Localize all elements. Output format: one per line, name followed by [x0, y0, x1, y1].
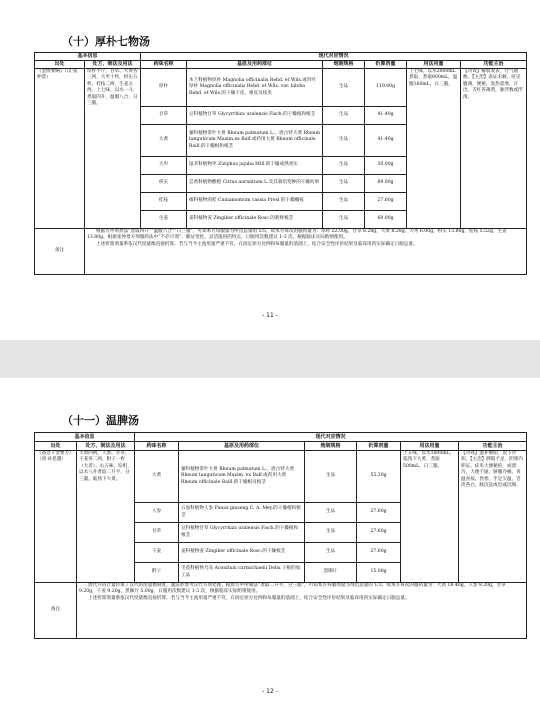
herb-processing: 生品 — [323, 211, 365, 229]
col-header: 出处 — [35, 442, 77, 451]
col-header: 功能主治 — [461, 61, 527, 69]
herb-processing: 生品 — [305, 523, 357, 543]
col-header: 用法用量 — [401, 442, 459, 451]
page-gap — [0, 340, 540, 378]
col-header: 药味名称 — [141, 61, 187, 69]
herb-origin: 樟科植物肉桂 Cinnamomum cassia Presl 的干燥嫩枝 — [187, 193, 323, 211]
herb-name: 大枣 — [141, 157, 187, 175]
col-header: 折算剂量 — [357, 442, 401, 451]
function-cell: 【功效】解肌发表，行气通便。【主治】表证未解，症见腹满，便秘，发热恶寒，汗出，舌红苔薄黄，脉浮数或浮滑。 — [461, 69, 527, 229]
herb-processing: 生品 — [323, 69, 365, 107]
herb-processing: 生品 — [305, 543, 357, 563]
remark-paragraph: 上述折算剂量系依汉代度量衡直接折算，若与当今主流用量严重不符，在固定原方比例和每服量的基础上，结合安全性评价结果及临床用药实际确定日服总量。 — [96, 241, 418, 247]
herb-processing: 生品 — [323, 107, 365, 125]
col-header: 折算剂量 — [365, 61, 407, 69]
page-11 — [0, 0, 540, 340]
herb-dose: 27.60g — [365, 193, 407, 211]
page-number: - 12 - — [262, 688, 278, 695]
herb-name: 人参 — [135, 503, 179, 523]
herb-dose: 15.00g — [357, 563, 401, 583]
herb-dose: 110.00g — [365, 69, 407, 107]
herb-processing: 生品 — [323, 175, 365, 193]
herb-dose: 69.00g — [365, 175, 407, 193]
herb-name: 大黄 — [141, 125, 187, 157]
col-header: 炮制规格 — [305, 442, 357, 451]
herb-origin: 蓼科植物掌叶大黄 Rheum palmatum L.、唐古特大黄 Rheum tanguticum Maxim. ex Balf.或药用大黄 Rheum officinale Baill.的干燥根及根茎 — [179, 451, 305, 503]
herb-name: 枳实 — [141, 175, 187, 193]
page-12 — [0, 378, 540, 720]
herb-name: 干姜 — [135, 543, 179, 563]
usage-cell: 上五味，以水1600mL，临熟下大黄，煮取500mL，日三服。 — [401, 451, 459, 583]
col-header: 药味名称 — [135, 442, 179, 451]
formula-title: （十一）温脾汤 — [62, 414, 139, 427]
remark-cell — [85, 229, 527, 275]
function-cell: 【功效】温补脾阳，攻下冷积。【主治】脾阳不足，阴寒内积证。症见大便秘结，或泄泻，大便不通，脐腹冷痛，喜温喜按，畏寒，手足欠温，舌淡苔白，脉沉弦或迟或沉细。 — [459, 451, 527, 583]
herb-name: 附子 — [135, 563, 179, 583]
remark-label: 备注 — [35, 583, 77, 639]
source-cell: 《金匮要略》（汉·张仲景） — [35, 69, 85, 229]
col-header: 处方、制法及用法 — [77, 442, 135, 451]
herb-origin: 鼠李科植物枣 Ziziphus jujuba Mill.的干燥成熟果实 — [187, 157, 323, 175]
formula-table — [34, 432, 527, 639]
remark-paragraph: 上述折算剂量系依汉代度量衡直接折算，若与当今主流用量严重不符，在固定原方比例和每服量的基础上，结合安全性评价结果及临床用药实际确定日服总量。 — [88, 595, 410, 601]
group-basic-info: 基本信息 — [35, 433, 135, 442]
herb-dose: 41.40g — [365, 107, 407, 125]
col-header: 出处 — [35, 61, 85, 69]
usage-cell: 上七味，以水2000mL煮取，煮取800mL，温服160mL，日三服。 — [407, 69, 461, 229]
herb-name: 生姜 — [141, 211, 187, 229]
remark-label: 备注 — [35, 229, 85, 275]
herb-dose: 69.00g — [365, 211, 407, 229]
col-header: 基原及用药部位 — [187, 61, 323, 69]
herb-name: 桂枝 — [141, 193, 187, 211]
herb-origin: 五加科植物人参 Panax ginseng C. A. Mey.的干燥根和根茎 — [179, 503, 305, 523]
herb-processing: 生品 — [323, 157, 365, 175]
herb-origin: 蓼科植物掌叶大黄 Rheum palmatum L.、唐古特大黄 Rheum tanguticum Maxim.ex Balf.或药用大黄 Rheum officinale Baill.的干燥根和根茎 — [187, 125, 323, 157]
herb-dose: 41.40g — [365, 125, 407, 157]
herb-origin: 豆科植物甘草 Glycyrrhiza uralensis Fisch.的干燥根和根茎 — [187, 107, 323, 125]
herb-name: 甘草 — [135, 523, 179, 543]
group-basic-info: 基本信息 — [35, 53, 141, 61]
page-number: - 11 - — [262, 312, 278, 319]
herb-processing: 生品 — [323, 125, 365, 157]
col-header: 功能主治 — [459, 442, 527, 451]
herb-processing: 生品 — [305, 451, 357, 503]
herb-name: 大黄 — [135, 451, 179, 503]
formula-table — [34, 52, 527, 275]
herb-dose: 27.60g — [357, 503, 401, 523]
remark-paragraph: 唐代方药计量传承了汉代的度量衡制度，服法亦参考汉代方剂处理。据原方中所服法“煮取二升半，分三服”，可知本方每服剂量为剂出总量的 1/3，故本方每次的服药量为：大黄 18.40g，人参 9.20g，甘草 9.20g，干姜 9.20g，黑顺片 5.00g，日服用次数建议 1-3 次，根据临床实际酌情使用。 — [79, 583, 506, 595]
herb-name: 甘草 — [141, 107, 187, 125]
herb-dose: 27.60g — [357, 543, 401, 563]
col-header: 基原及用药部位 — [179, 442, 305, 451]
herb-origin: 姜科植物姜 Zingiber officinale Rosc.的新鲜根茎 — [187, 211, 323, 229]
col-header: 处方、制法及用法 — [85, 61, 141, 69]
herb-dose: 55.20g — [357, 451, 401, 503]
group-modern-info: 现代对应情况 — [141, 53, 527, 61]
group-modern-info: 现代对应情况 — [135, 433, 527, 442]
herb-processing: 黑顺片 — [305, 563, 357, 583]
prescription-cell: 大黄四两，人参、甘草、干姜各二两，附子一枚（大者）。右五味，㕮咀，以水八升煮取二升半，分三服。临熟下大黄。 — [77, 451, 135, 583]
remark-paragraph: 根据方中剂煮法“煮取四升”“温服八合”“日三服”，可知本方每服量为所出总量的 1/5，故本方每次的服药量为：厚朴 22.00g，甘草 8.28g，大黄 8.28g，大枣 6.00g，枳实 13.80g，桂枝 5.52g，生姜 13.80g。根据张仲景方剂服药法中“不必尽剂”、随证变化、灵活施用的特点，日服用次数建议 1-3 次，根据临床实际酌情使用。 — [87, 229, 507, 241]
col-header: 用法用量 — [407, 61, 461, 69]
herb-origin: 豆科植物甘草 Glycyrrhiza uralensis Fisch.的干燥根和根茎 — [179, 523, 305, 543]
herb-processing: 生品 — [305, 503, 357, 523]
herb-processing: 生品 — [323, 193, 365, 211]
remark-cell — [77, 583, 527, 639]
herb-origin: 木兰科植物厚朴 Magnolia officinalis Rehd. et Wils.或凹叶厚朴 Magnolia officinalis Rehd. et Wils. var. biloba Rehd. et Wils.的干燥干皮、根皮及枝皮 — [187, 69, 323, 107]
prescription-cell: 厚朴半斤，甘草、大黄各三两，大枣十枚，枳实五枚，桂枝二两，生姜五两。上七味，以水一斗，煮取四升，温服八合，日三服。 — [85, 69, 141, 229]
herb-origin: 毛茛科植物乌头 Aconitum carmichaelii Debx.子根的加工品 — [179, 563, 305, 583]
herb-name: 厚朴 — [141, 69, 187, 107]
source-cell: 《备急千金要方》（唐·孙思邈） — [35, 451, 77, 583]
col-header: 炮制规格 — [323, 61, 365, 69]
herb-origin: 姜科植物姜 Zingiber officinale Rosc.的干燥根茎 — [179, 543, 305, 563]
formula-title: （十）厚朴七物汤 — [62, 35, 150, 48]
herb-origin: 芸香科植物酸橙 Citrus aurantium L.及其栽培变种的干燥幼果 — [187, 175, 323, 193]
herb-dose: 30.00g — [365, 157, 407, 175]
herb-dose: 27.60g — [357, 523, 401, 543]
